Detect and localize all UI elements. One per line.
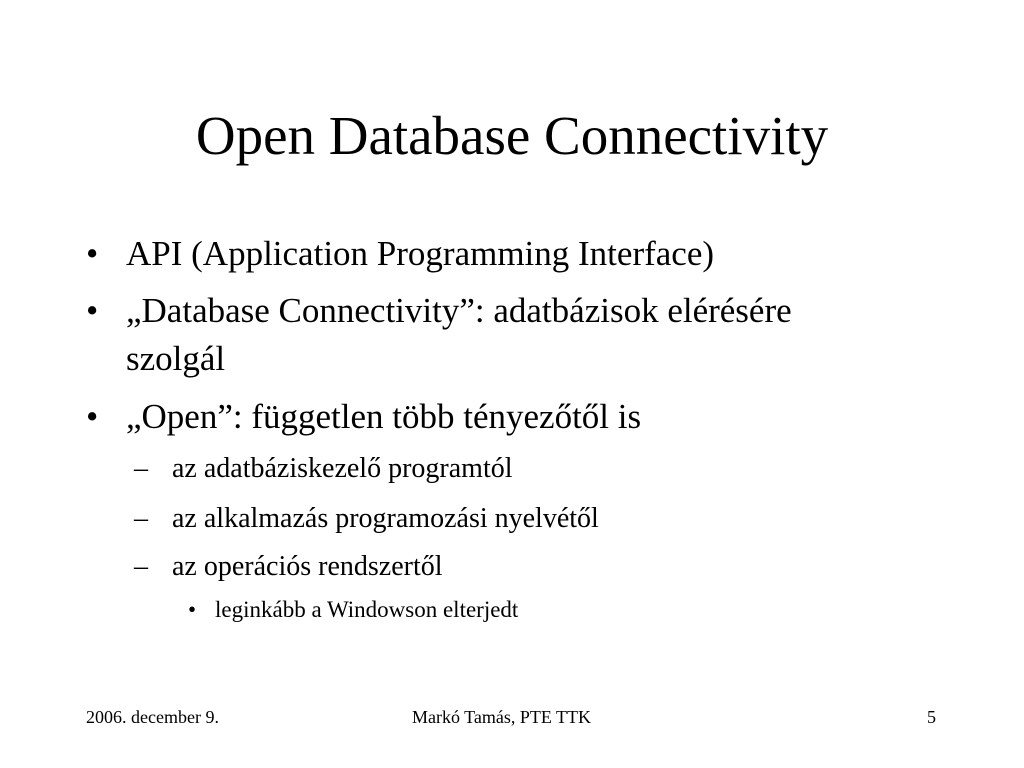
sub-sub-bullet-marker: • [188, 597, 197, 622]
bullet-text: API (Application Programming Interface) [126, 234, 715, 273]
sub-bullet-marker: – [134, 453, 148, 484]
bullet-marker: • [86, 397, 99, 436]
footer-page-number: 5 [927, 707, 936, 727]
bullet-text: „Database Connectivity”: adatbázisok elérésére [126, 291, 792, 330]
bullet-marker: • [86, 234, 99, 273]
bullet-item [0, 393, 1024, 441]
slide-title: Open Database Connectivity [195, 105, 829, 166]
bullet-text-continuation: szolgál [126, 339, 226, 378]
sub-bullet-text: az operációs rendszertől [172, 551, 443, 582]
bullet-item [0, 230, 1024, 278]
sub-bullet-item [0, 499, 1024, 539]
sub-bullet-marker: – [134, 551, 148, 582]
sub-sub-bullet-item [0, 594, 1024, 626]
sub-bullet-text: az adatbáziskezelő programtól [172, 453, 513, 484]
sub-bullet-item [0, 449, 1024, 489]
bullet-text: „Open”: független több tényezőtől is [126, 397, 642, 436]
sub-bullet-text: az alkalmazás programozási nyelvétől [172, 503, 599, 534]
sub-sub-bullet-text: leginkább a Windowson elterjedt [215, 597, 519, 622]
footer-author: Markó Tamás, PTE TTK [412, 707, 592, 727]
footer-date: 2006. december 9. [86, 707, 219, 727]
bullet-marker: • [86, 291, 99, 330]
sub-bullet-marker: – [134, 503, 148, 534]
bullet-item [0, 287, 1024, 383]
sub-bullet-item [0, 547, 1024, 587]
